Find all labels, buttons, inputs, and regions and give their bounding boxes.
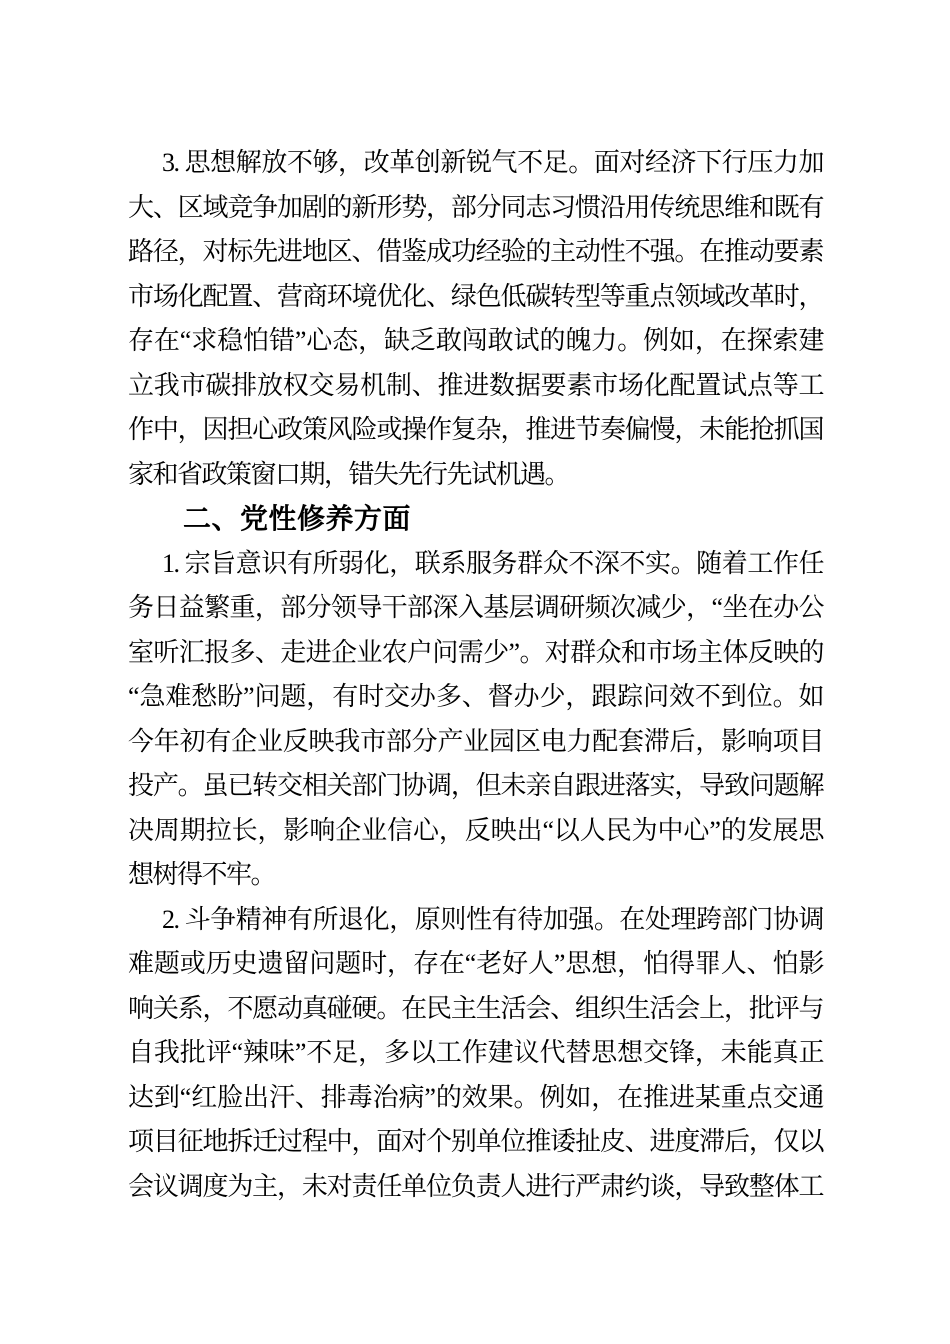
text-line: 1. 宗旨意识有所弱化，联系服务群众不深不实。随着工作任	[162, 548, 823, 578]
text-line: 存在“求稳怕错”心态，缺乏敢闯敢试的魄力。例如，在探索建	[128, 326, 823, 355]
text-line: 室听汇报多、走进企业农户问需少”。对群众和市场主体反映的	[128, 637, 823, 667]
text-line: 家和省政策窗口期，错失先行先试机遇。	[128, 459, 570, 489]
section-heading: 二、党性修养方面	[183, 503, 412, 534]
text-line: 达到“红脸出汗、排毒治病”的效果。例如，在推进某重点交通	[128, 1082, 823, 1112]
text-line: 3. 思想解放不够，改革创新锐气不足。面对经济下行压力加	[162, 148, 823, 177]
text-line: “急难愁盼”问题，有时交办多、督办少，跟踪问效不到位。如	[128, 682, 823, 711]
text-line: 响关系，不愿动真碰硬。在民主生活会、组织生活会上，批评与	[128, 993, 823, 1023]
text-line: 决周期拉长，影响企业信心，反映出“以人民为中心”的发展思	[128, 815, 823, 845]
text-line: 大、区域竞争加剧的新形势，部分同志习惯沿用传统思维和既有	[128, 192, 823, 222]
text-line: 投产。虽已转交相关部门协调，但未亲自跟进落实，导致问题解	[128, 771, 823, 800]
text-line: 务日益繁重，部分领导干部深入基层调研频次减少，“坐在办公	[128, 593, 823, 622]
document-page-body	[128, 141, 823, 1209]
text-line: 立我市碳排放权交易机制、推进数据要素市场化配置试点等工	[128, 370, 823, 400]
text-line: 会议调度为主，未对责任单位负责人进行严肃约谈，导致整体工	[128, 1171, 823, 1201]
text-line: 今年初有企业反映我市部分产业园区电力配套滞后，影响项目	[128, 726, 823, 756]
text-line: 作中，因担心政策风险或操作复杂，推进节奏偏慢，未能抢抓国	[128, 415, 823, 444]
text-line: 想树得不牢。	[128, 860, 276, 889]
text-line: 2. 斗争精神有所退化，原则性有待加强。在处理跨部门协调	[162, 904, 823, 934]
text-line: 路径，对标先进地区、借鉴成功经验的主动性不强。在推动要素	[128, 237, 823, 266]
text-line: 自我批评“辣味”不足，多以工作建议代替思想交锋，未能真正	[128, 1038, 823, 1067]
text-line: 项目征地拆迁过程中，面对个别单位推诿扯皮、进度滞后，仅以	[128, 1127, 823, 1156]
text-line: 难题或历史遗留问题时，存在“老好人”思想，怕得罪人、怕影	[128, 949, 823, 978]
text-line: 市场化配置、营商环境优化、绿色低碳转型等重点领域改革时，	[128, 281, 823, 311]
